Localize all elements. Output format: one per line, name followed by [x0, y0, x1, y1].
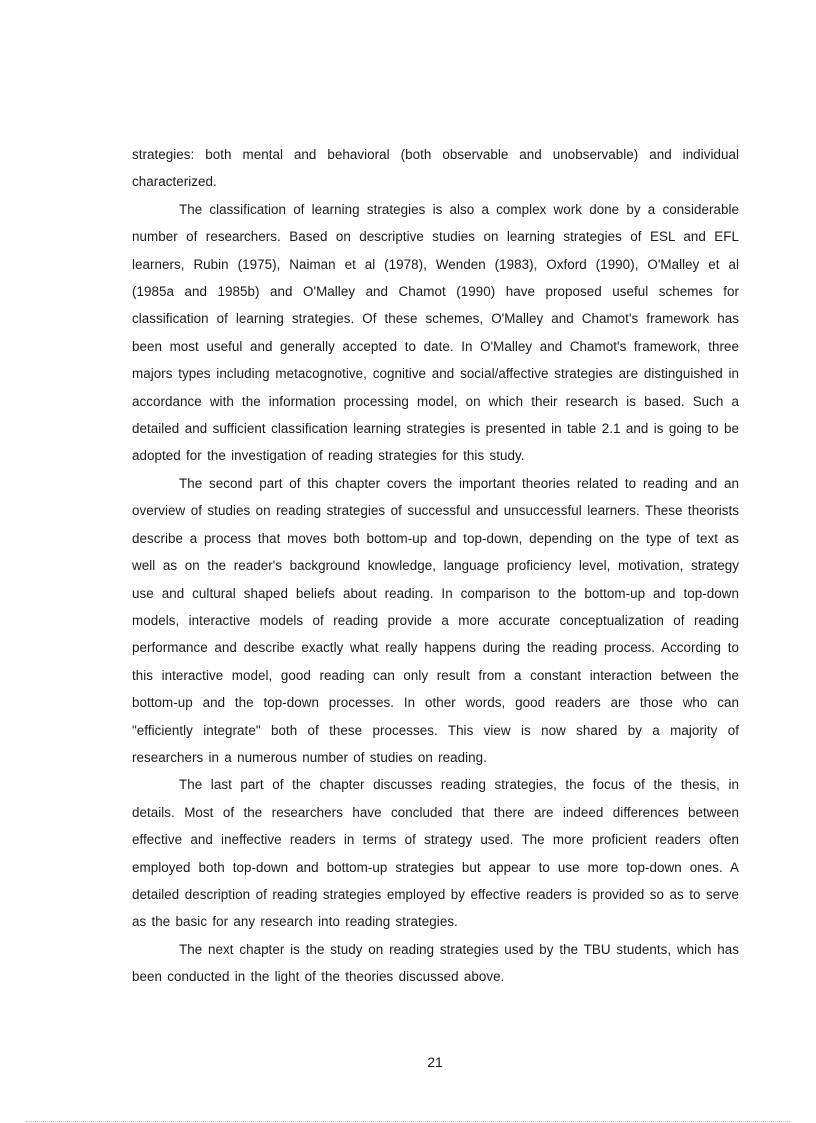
- paragraph-reading-strategies: The last part of the chapter discusses reading strategies, the focus of the thesis, in details. Most of the researchers have concluded that there are indeed differences between effective and ineffective readers in terms of strategy used. The more proficient readers often employed both top-down and bottom-up strategies but appear to use more top-down ones. A detailed description of reading strategies employed by effective readers is provided so as to serve as the basic for any research into reading strategies.: [132, 777, 739, 930]
- paragraph-reading-theories: The second part of this chapter covers the important theories related to reading and an overview of studies on reading strategies of successful and unsuccessful learners. These theorists describe a process that moves both bottom-up and top-down, depending on the type of text as well as on the reader's background knowledge, language proficiency level, motivation, strategy use and cultural shaped beliefs about reading. In comparison to the bottom-up and top-down models, interactive models of reading provide a more accurate conceptualization of reading performance and describe exactly what really happens during the reading process. According to this interactive model, good reading can only result from a constant interaction between the bottom-up and the top-down processes. In other words, good readers are those who can "efficiently integrate" both of these processes. This view is now shared by a majority of researchers in a numerous number of studies on reading.: [132, 475, 739, 765]
- body-text: [132, 141, 739, 991]
- paragraph-continuation: strategies: both mental and behavioral (both observable and unobservable) and individual characterized.: [132, 147, 739, 190]
- paragraph-next-chapter: The next chapter is the study on reading strategies used by the TBU students, which has been conducted in the light of the theories discussed above.: [132, 941, 739, 985]
- page-number: 21: [427, 1054, 443, 1070]
- footer-divider: [26, 1121, 790, 1122]
- paragraph-classification: The classification of learning strategies is also a complex work done by a considerable number of researchers. Based on descriptive studies on learning strategies of ESL and EFL learners, Rubin (1975), Naiman et al (1978), Wenden (1983), Oxford (1990), O'Malley et al (1985a and 1985b) and O'Malley and Chamot (1990) have proposed useful schemes for classification of learning strategies. Of these schemes, O'Malley and Chamot's framework has been most useful and generally accepted to date. In O'Malley and Chamot's framework, three majors types including metacognotive, cognitive and social/affective strategies are distinguished in accordance with the information processing model, on which their research is based. Such a detailed and sufficient classification learning strategies is presented in table 2.1 and is going to be adopted for the investigation of reading strategies for this study.: [132, 201, 739, 464]
